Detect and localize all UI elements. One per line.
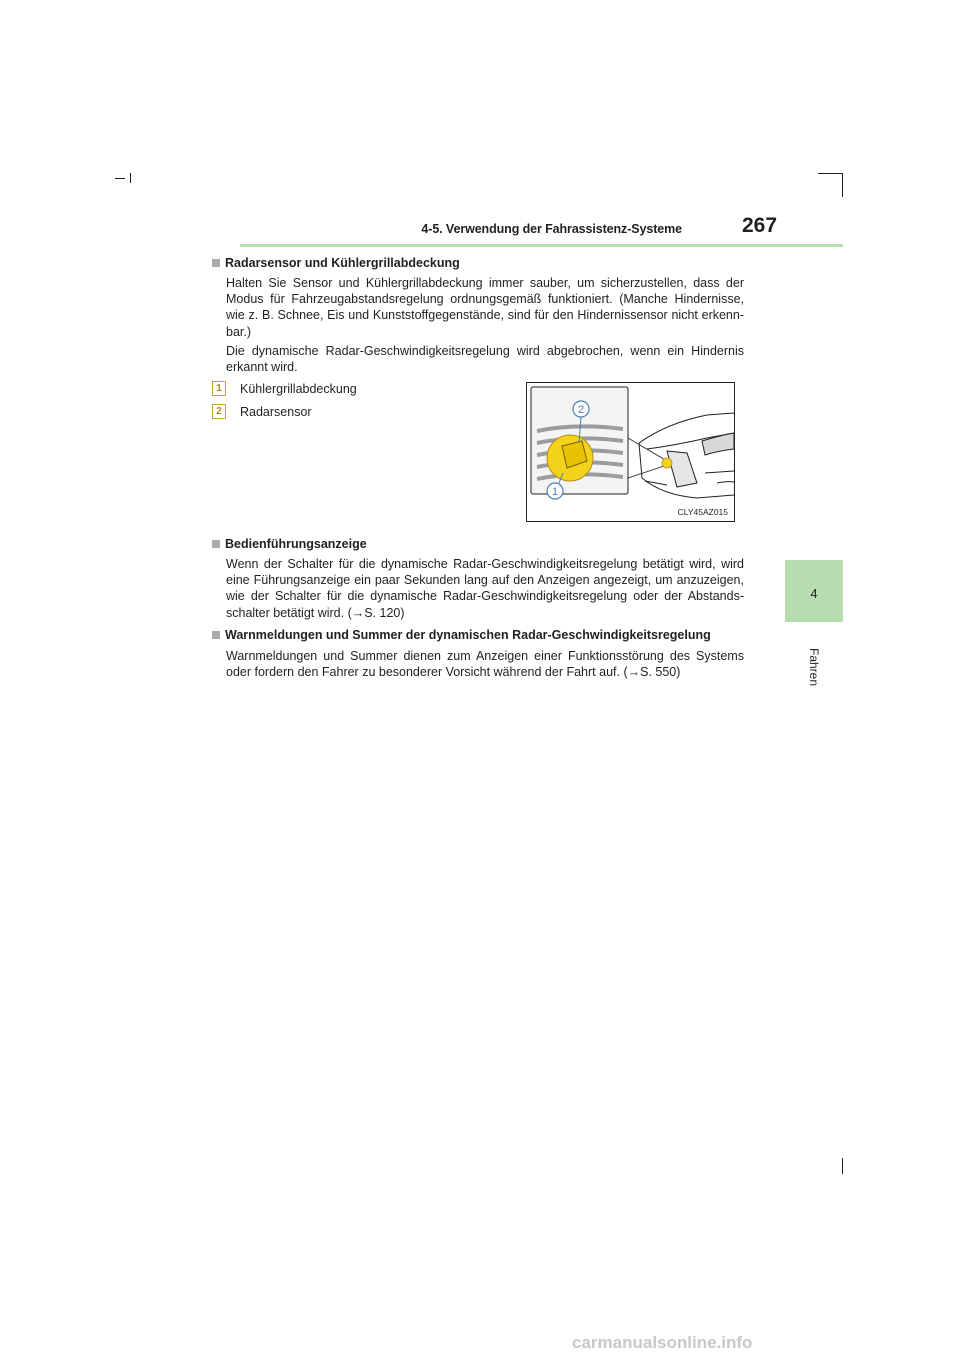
section-paragraph: Halten Sie Sensor und Kühlergrillabdeckung immer sauber, um sicherzustellen, dass der Modus für Fahrzeugabstandsregelung ordnungsgemäß funktioniert. (Manche Hindernisse, wie z. B. Schnee, Eis und Kunststoffgegenstände, sind für den Hindernissensor nicht erkenn-bar.) <box>226 276 744 339</box>
section-heading-text: Bedienführungsanzeige <box>225 537 367 551</box>
radar-sensor-illustration <box>526 382 735 522</box>
section-heading <box>212 256 460 270</box>
section-heading-text: Warnmeldungen und Summer der dynamischen Radar-Geschwindigkeitsregelung <box>225 628 711 642</box>
square-bullet-icon <box>212 540 220 548</box>
section-paragraph: Wenn der Schalter für die dynamische Radar-Geschwindigkeitsregelung betätigt wird, wird eine Führungsanzeige ein paar Sekunden lang auf den Anzeigen angezeigt, um anzuzeigen, wie der Schalter für die dynamische Radar-Geschwindigkeitsregelung oder der Abstands-schalter betätigt wird. (→S. 120) <box>226 557 744 620</box>
chapter-label: Fahren <box>807 647 821 687</box>
watermark: carmanualsonline.info <box>572 1333 753 1352</box>
chapter-tab <box>785 560 843 622</box>
figure-code: CLY45AZ015 <box>677 507 728 517</box>
crop-mark <box>842 173 843 197</box>
car-front-drawing <box>527 383 734 521</box>
callout-number: 2 <box>212 404 226 419</box>
section-heading <box>212 537 367 551</box>
crop-mark <box>842 1158 843 1174</box>
callout-2-text: 2 <box>577 404 585 416</box>
legend-item <box>212 404 312 419</box>
crop-mark <box>130 173 131 183</box>
running-header: 4-5. Verwendung der Fahrassistenz-Systeme <box>421 222 682 236</box>
section-paragraph: Warnmeldungen und Summer dienen zum Anzeigen einer Funktionsstörung des Systems oder fordern den Fahrer zu besonderer Vorsicht während der Fahrt auf. (→S. 550) <box>226 649 744 680</box>
header-rule <box>240 244 843 247</box>
crop-mark <box>115 178 125 179</box>
section-heading <box>212 628 711 642</box>
crop-mark <box>818 173 842 174</box>
section-heading-text: Radarsensor und Kühlergrillabdeckung <box>225 256 460 270</box>
square-bullet-icon <box>212 259 220 267</box>
page-number: 267 <box>742 214 778 237</box>
callout-1-text: 1 <box>551 486 559 498</box>
section-paragraph: Die dynamische Radar-Geschwindigkeitsregelung wird abgebrochen, wenn ein Hindernis erkannt wird. <box>226 344 744 375</box>
callout-number: 1 <box>212 381 226 396</box>
sensor-location-marker <box>662 458 672 468</box>
chapter-number: 4 <box>810 586 818 601</box>
legend-item <box>212 381 357 396</box>
car-body <box>639 413 734 498</box>
legend-label: Radarsensor <box>240 404 312 419</box>
legend-label: Kühlergrillabdeckung <box>240 381 357 396</box>
square-bullet-icon <box>212 631 220 639</box>
